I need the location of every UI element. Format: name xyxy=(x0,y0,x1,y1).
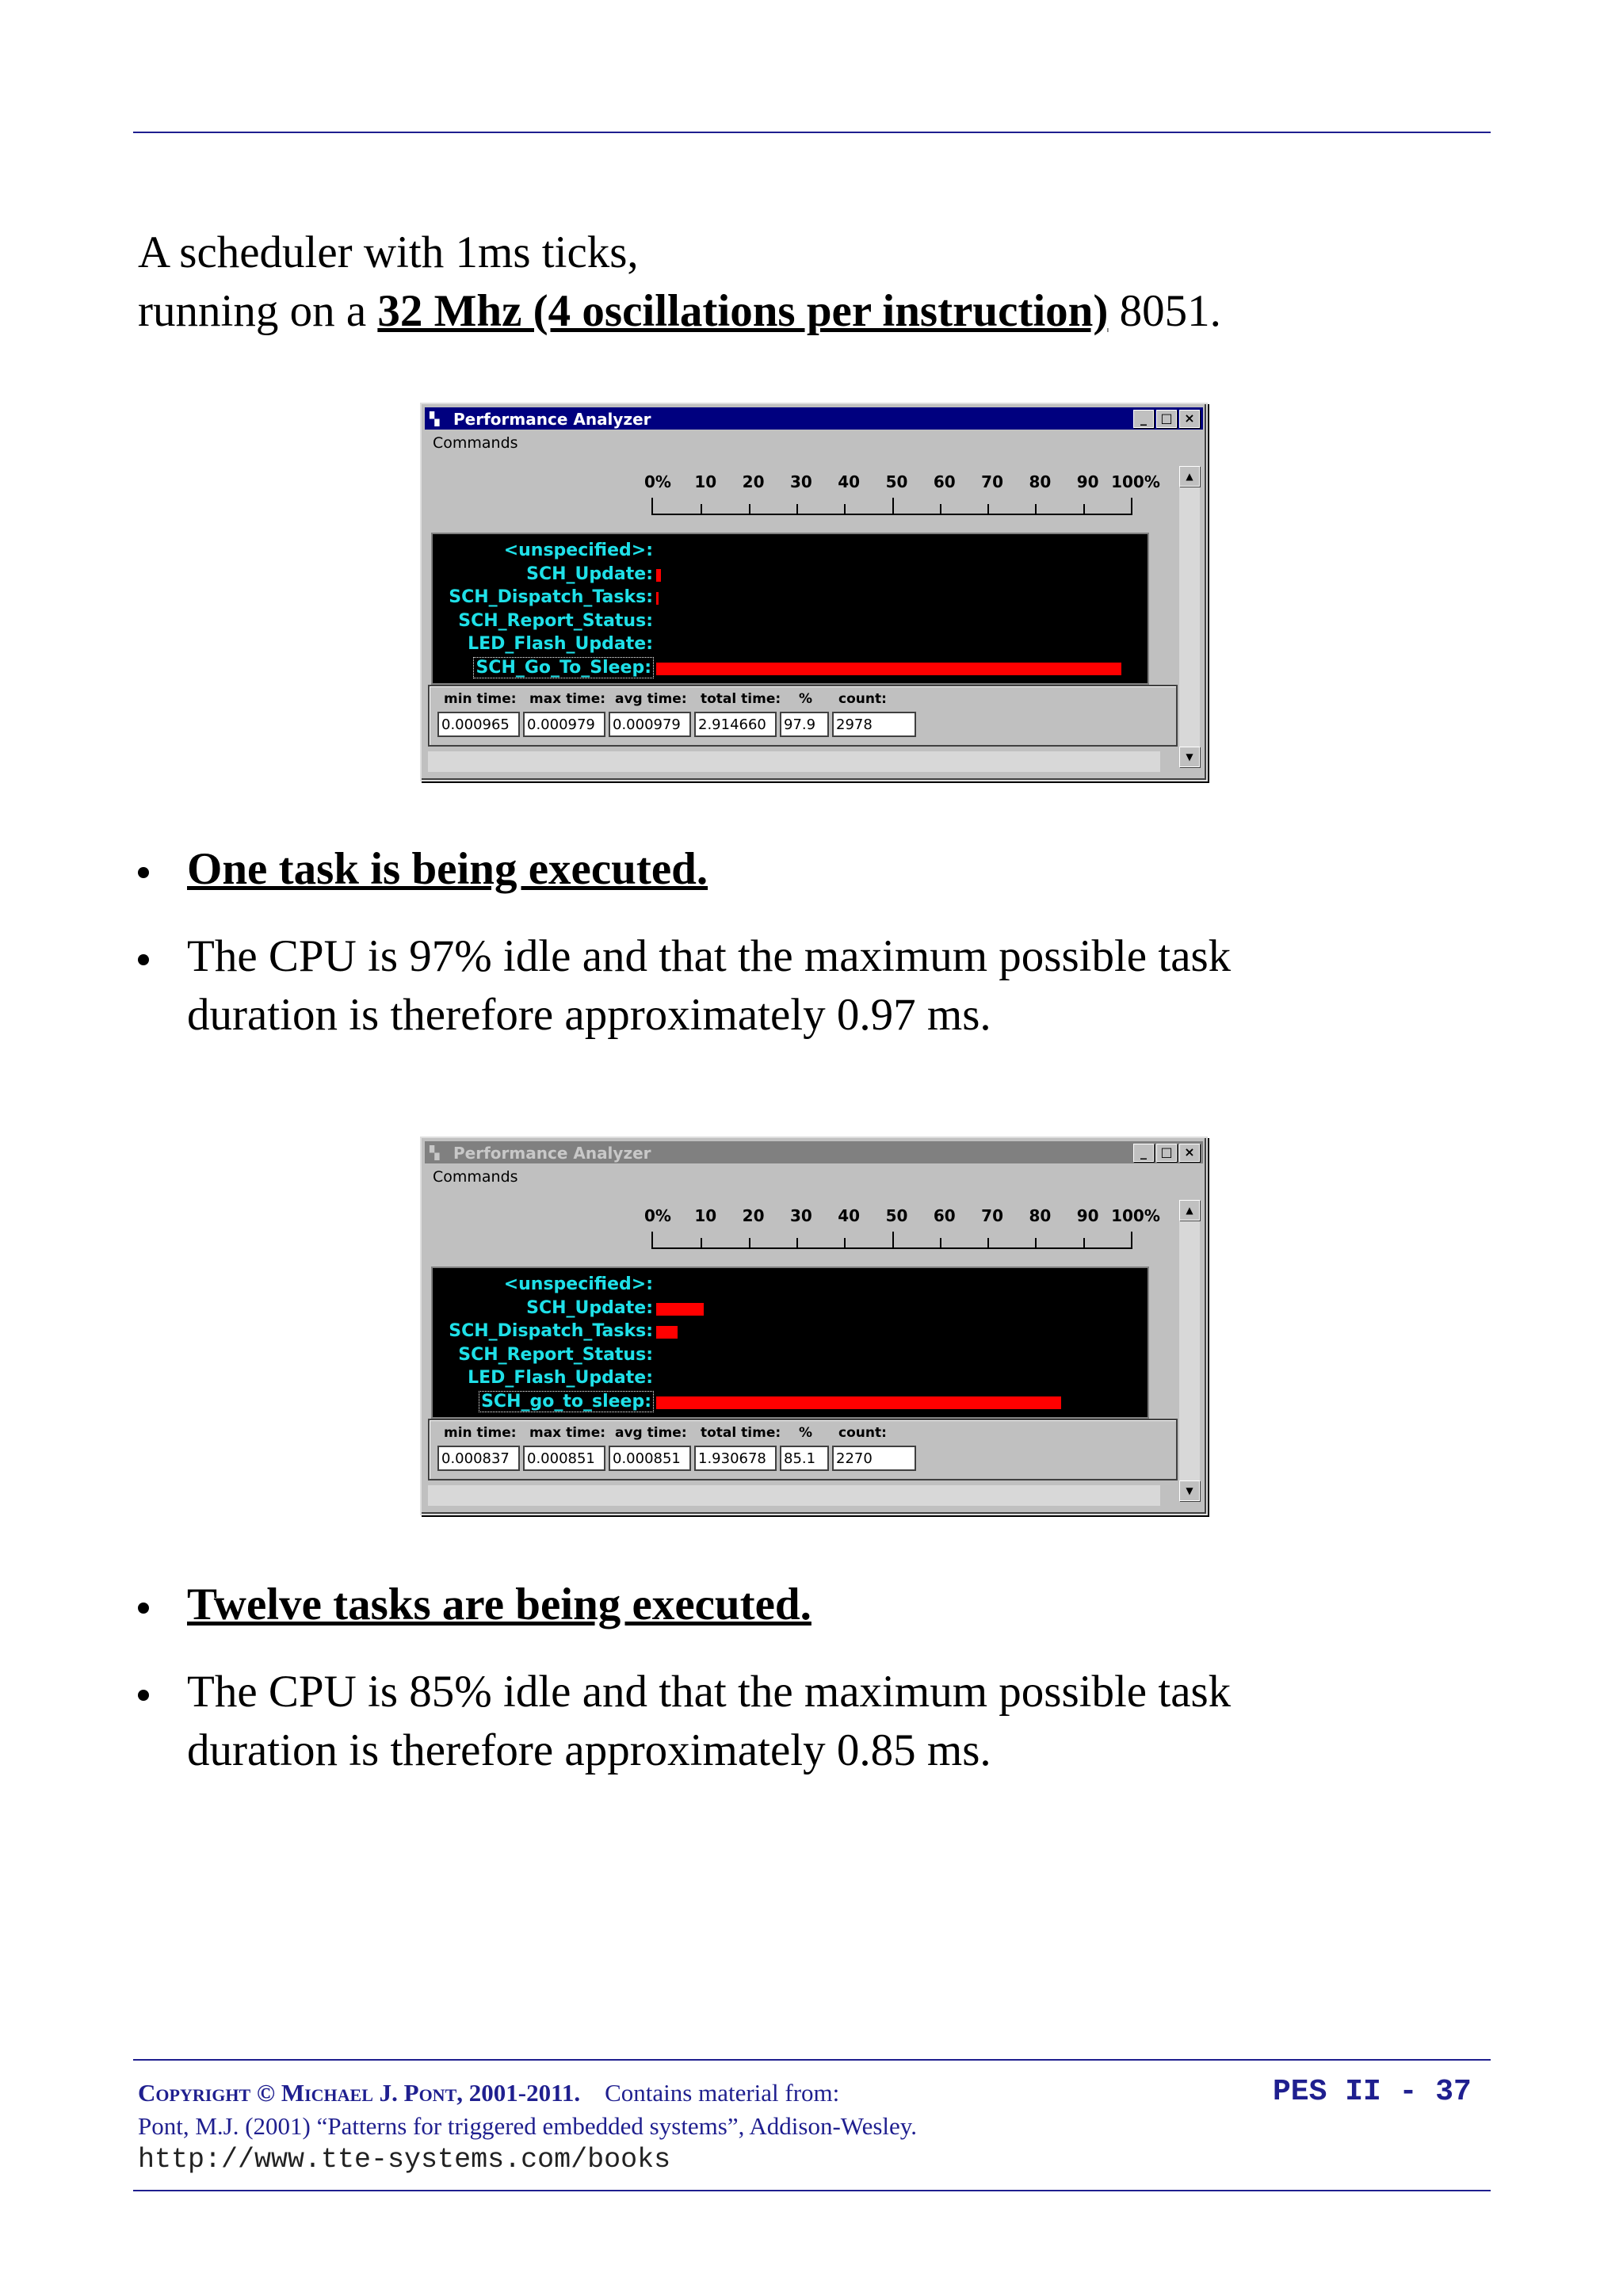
stat-header: min time: xyxy=(444,1425,517,1441)
stat-header: min time: xyxy=(444,691,517,707)
footer: Copyright © Michael J. Pont, 2001-2011. Contains material from: Pont, M.J. (2001) “Patterns for triggered embedded systems”, Addison-Wesley. http://www.tte-systems.com/books xyxy=(138,2079,918,2176)
title-bar xyxy=(425,1141,1203,1163)
ruler-tick xyxy=(940,504,941,514)
scale-ruler xyxy=(651,498,1132,515)
stat-header: max time: xyxy=(529,691,606,707)
ruler-tick xyxy=(844,504,846,514)
app-icon: ▚ xyxy=(430,1145,440,1160)
task-bar xyxy=(656,1326,678,1339)
task-label[interactable]: SCH_Report_Status: xyxy=(458,610,653,631)
ruler-tick xyxy=(796,504,798,514)
ruler-tick xyxy=(1083,504,1085,514)
performance-analyzer-window-2 xyxy=(420,1137,1208,1515)
stat-header: % xyxy=(799,691,813,707)
cpu-spec: 32 Mhz (4 oscillations per instruction) xyxy=(377,286,1109,336)
menu-commands[interactable]: Commands xyxy=(433,434,518,452)
stat-header: count: xyxy=(838,691,887,707)
maximize-button[interactable]: □ xyxy=(1156,410,1177,428)
scroll-down-icon[interactable]: ▼ xyxy=(1179,1480,1200,1501)
ruler-tick xyxy=(1035,1238,1037,1247)
ruler-tick xyxy=(844,1238,846,1247)
scale-label: 100% xyxy=(1111,472,1160,491)
horizontal-scrollbar[interactable] xyxy=(428,751,1160,772)
menu-commands[interactable]: Commands xyxy=(433,1168,518,1186)
stat-header: avg time: xyxy=(615,691,687,707)
ruler-tick xyxy=(940,1238,941,1247)
stat-header: total time: xyxy=(701,691,781,707)
stat-field-max[interactable]: 0.000851 xyxy=(523,1446,605,1471)
task-bar xyxy=(656,663,1121,675)
vertical-scrollbar[interactable] xyxy=(1179,1200,1200,1501)
task-label[interactable]: <unspecified>: xyxy=(503,1274,653,1294)
vertical-scrollbar[interactable] xyxy=(1179,466,1200,767)
bullet-item: The CPU is 85% idle and that the maximum possible task duration is therefore approximately 0.85 ms. xyxy=(138,1663,1231,1780)
stat-field-total[interactable]: 1.930678 xyxy=(694,1446,777,1471)
window-title: Performance Analyzer xyxy=(453,1144,651,1163)
task-label[interactable]: SCH_Dispatch_Tasks: xyxy=(449,587,653,607)
performance-analyzer-window-1 xyxy=(420,403,1208,781)
scale-label: 100% xyxy=(1111,1206,1160,1225)
task-bar xyxy=(656,1396,1061,1409)
stat-field-percent[interactable]: 85.1 xyxy=(780,1446,829,1471)
ruler-tick xyxy=(1083,1238,1085,1247)
bullet-heading: Twelve tasks are being executed. xyxy=(187,1580,812,1629)
task-label[interactable]: SCH_Update: xyxy=(526,563,653,584)
task-label[interactable]: <unspecified>: xyxy=(503,541,653,560)
bullet-item xyxy=(138,1576,1231,1634)
task-label[interactable]: LED_Flash_Update: xyxy=(468,1368,653,1388)
task-label[interactable]: SCH_Update: xyxy=(526,1297,653,1318)
intro-line-2: running on a 32 Mhz (4 oscillations per instruction) 8051. xyxy=(138,286,1221,336)
reference: Pont, M.J. (2001) “Patterns for triggered embedded systems”, Addison-Wesley. xyxy=(138,2112,918,2140)
ruler-tick xyxy=(701,504,702,514)
ruler-tick xyxy=(892,1232,894,1247)
ruler-tick xyxy=(892,498,894,514)
title-bar xyxy=(425,407,1203,430)
scale-label: 50 xyxy=(885,472,908,491)
scale-label: 40 xyxy=(838,1206,861,1225)
scroll-down-icon[interactable]: ▼ xyxy=(1179,747,1200,767)
scale-label: 90 xyxy=(1076,472,1099,491)
ruler-tick xyxy=(749,1238,750,1247)
stat-header: max time: xyxy=(529,1425,606,1441)
scale-label: 20 xyxy=(742,1206,765,1225)
scale-label: 20 xyxy=(742,472,765,491)
ruler-tick xyxy=(796,1238,798,1247)
ruler-tick xyxy=(749,504,750,514)
bullet-list-2 xyxy=(138,1576,1231,1809)
scale-label: 70 xyxy=(981,1206,1004,1225)
page-number: PES II - 37 xyxy=(1273,2075,1472,2109)
ruler-tick xyxy=(987,1238,989,1247)
stat-field-avg[interactable]: 0.000851 xyxy=(609,1446,691,1471)
ruler-tick xyxy=(1035,504,1037,514)
scale-label: 0% xyxy=(644,472,671,491)
intro-line-1: A scheduler with 1ms ticks, xyxy=(138,227,639,277)
copyright: Copyright © Michael J. Pont, 2001-2011. xyxy=(138,2079,581,2107)
task-panel xyxy=(431,533,1149,685)
scale-label: 30 xyxy=(789,1206,812,1225)
scale-label: 30 xyxy=(789,472,812,491)
scale-label: 0% xyxy=(644,1206,671,1225)
stat-field-percent[interactable]: 97.9 xyxy=(780,712,829,737)
footer-url[interactable]: http://www.tte-systems.com/books xyxy=(138,2144,671,2176)
stat-field-min[interactable]: 0.000965 xyxy=(437,712,520,737)
stat-field-total[interactable]: 2.914660 xyxy=(694,712,777,737)
scale-label: 40 xyxy=(838,472,861,491)
stat-header: count: xyxy=(838,1425,887,1441)
task-panel xyxy=(431,1266,1149,1419)
scale-label: 80 xyxy=(1029,472,1052,491)
scroll-up-icon[interactable]: ▲ xyxy=(1179,466,1200,487)
maximize-button[interactable]: □ xyxy=(1156,1144,1177,1162)
bullet-item: The CPU is 97% idle and that the maximum possible task duration is therefore approximately 0.97 ms. xyxy=(138,927,1231,1045)
task-label[interactable]: SCH_Go_To_Sleep: xyxy=(475,657,651,678)
stat-field-count[interactable]: 2270 xyxy=(832,1446,916,1471)
scale-label: 70 xyxy=(981,472,1004,491)
scroll-up-icon[interactable]: ▲ xyxy=(1179,1200,1200,1221)
window-title: Performance Analyzer xyxy=(453,410,651,429)
intro-text xyxy=(138,223,1221,341)
scale-label: 10 xyxy=(694,472,717,491)
task-bar xyxy=(656,569,661,582)
app-icon: ▚ xyxy=(430,411,440,426)
task-bar xyxy=(656,1303,704,1316)
minimize-button[interactable]: _ xyxy=(1133,1144,1154,1162)
scale-label: 50 xyxy=(885,1206,908,1225)
stat-header: avg time: xyxy=(615,1425,687,1441)
bullet-item xyxy=(138,840,1231,899)
stat-field-min[interactable]: 0.000837 xyxy=(437,1446,520,1471)
horizontal-scrollbar[interactable] xyxy=(428,1485,1160,1506)
task-label[interactable]: SCH_Report_Status: xyxy=(458,1344,653,1365)
task-bar xyxy=(656,592,659,605)
footer-bottom-rule xyxy=(133,2190,1491,2191)
stat-header: % xyxy=(799,1425,813,1441)
stats-panel xyxy=(428,1419,1178,1480)
bullet-list-1 xyxy=(138,840,1231,1073)
top-rule xyxy=(133,132,1491,133)
ruler-tick xyxy=(987,504,989,514)
minimize-button[interactable]: _ xyxy=(1133,410,1154,428)
stat-field-avg[interactable]: 0.000979 xyxy=(609,712,691,737)
scale-label: 60 xyxy=(933,472,956,491)
stat-header: total time: xyxy=(701,1425,781,1441)
stats-panel xyxy=(428,685,1178,747)
footer-top-rule xyxy=(133,2059,1491,2061)
scale-label: 60 xyxy=(933,1206,956,1225)
scale-ruler xyxy=(651,1232,1132,1249)
close-button[interactable]: × xyxy=(1179,410,1200,428)
task-label[interactable]: SCH_go_to_sleep: xyxy=(481,1391,651,1412)
close-button[interactable]: × xyxy=(1179,1144,1200,1162)
scale-label: 80 xyxy=(1029,1206,1052,1225)
task-label[interactable]: SCH_Dispatch_Tasks: xyxy=(449,1321,653,1341)
scale-label: 90 xyxy=(1076,1206,1099,1225)
bullet-heading: One task is being executed. xyxy=(187,844,708,894)
task-label[interactable]: LED_Flash_Update: xyxy=(468,634,653,654)
stat-field-count[interactable]: 2978 xyxy=(832,712,916,737)
stat-field-max[interactable]: 0.000979 xyxy=(523,712,605,737)
ruler-tick xyxy=(701,1238,702,1247)
scale-label: 10 xyxy=(694,1206,717,1225)
